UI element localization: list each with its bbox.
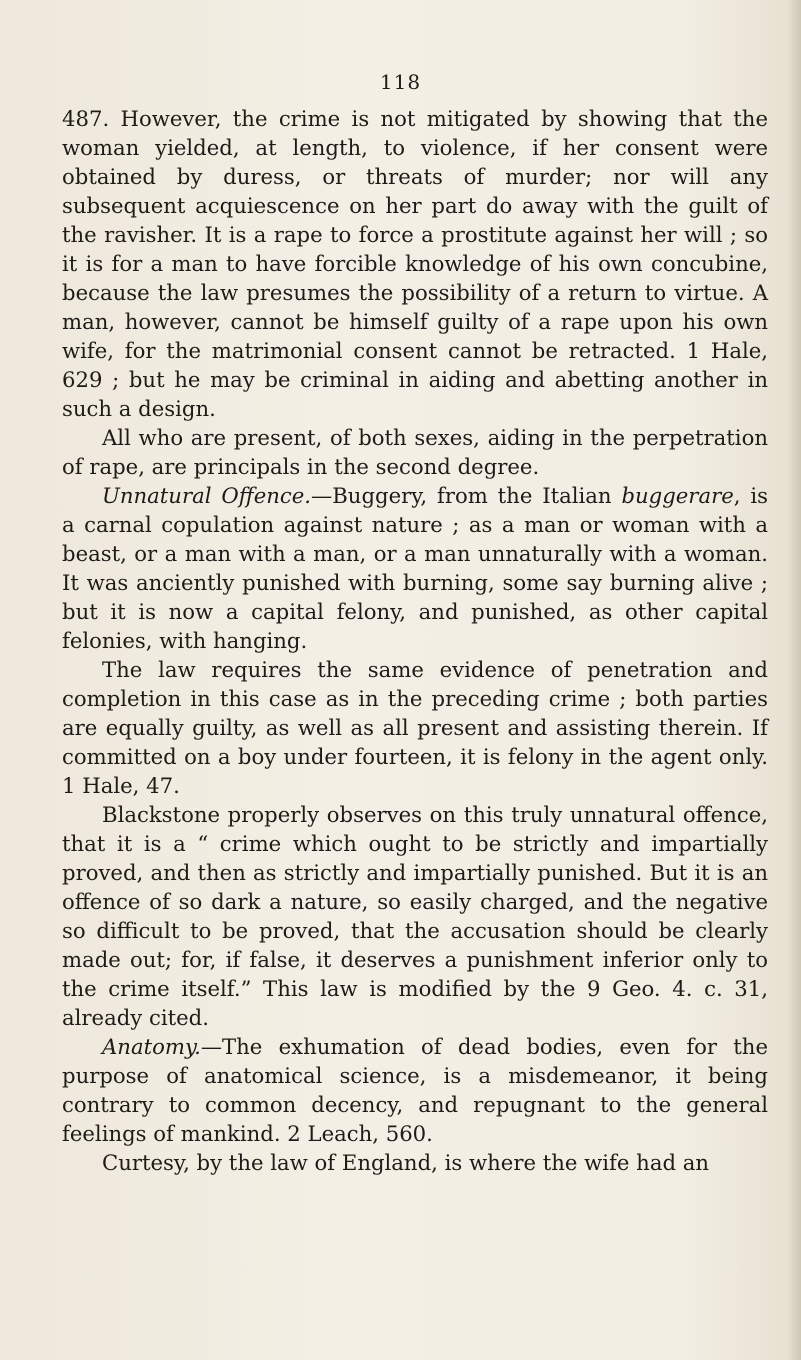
paragraph-text: Blackstone properly observes on this truly unnatural offence, that it is a “ crime which ought to be strictly and impartially proved, and then as strictly and impartially punished. But it is an offence of so dark a nature, so easily charged, and the negative so difficult to be proved, that the accusation should be clearly made out; for, if false, it deserves a punishment inferior only to the crime itself.” This law is modified by the 9 Geo. 4. c. 31, already cited. <box>62 802 768 1030</box>
paragraph-text: The law requires the same evidence of penetration and completion in this case as in the preceding crime ; both parties are equally guilty, as well as all present and assisting therein. If committed on a boy under fourteen, it is felony in the agent only. 1 Hale, 47. <box>62 657 768 798</box>
paragraph-curtesy <box>62 1148 768 1177</box>
paragraph-text: , is a carnal copulation against nature ; as a man or woman with a beast, or a man with a man, or a man unnaturally with a woman. It was anciently punished with burning, some say burning alive ; but it is now a capital felony, and punished, as other capital felonies, with hanging. <box>62 483 768 653</box>
paragraph-487 <box>62 104 768 423</box>
paragraph-principals <box>62 423 768 481</box>
paragraph-text: —Buggery, from the Italian <box>311 483 622 508</box>
page-edge-shadow <box>787 0 801 1360</box>
section-heading: Unnatural Offence. <box>102 483 312 508</box>
paragraph-text: —The exhumation of dead bodies, even for the purpose of anatomical science, is a misdemeanor, it being contrary to common decency, and repugnant to the general feelings of mankind. 2 Leach, 560. <box>62 1034 768 1146</box>
paragraph-anatomy <box>62 1032 768 1148</box>
paragraph-unnatural-offence <box>62 481 768 655</box>
paragraph-text: Curtesy, by the law of England, is where the wife had an <box>102 1150 710 1175</box>
page-number: 118 <box>379 70 422 94</box>
paragraph-blackstone <box>62 800 768 1032</box>
paragraph-text: 487. However, the crime is not mitigated by showing that the woman yielded, at length, to violence, if her consent were obtained by duress, or threats of murder; nor will any subsequent acquiescence on her part do away with the guilt of the ravisher. It is a rape to force a prostitute against her will ; so it is for a man to have forcible knowledge of his own concubine, because the law presumes the possibility of a return to virtue. A man, however, cannot be himself guilty of a rape upon his own wife, for the matrimonial consent cannot be retracted. 1 Hale, 629 ; but he may be criminal in aiding and abetting another in such a design. <box>62 106 768 421</box>
section-heading: Anatomy. <box>102 1034 201 1059</box>
body-text <box>62 104 768 1177</box>
italic-term: buggerare <box>621 483 734 508</box>
paragraph-evidence <box>62 655 768 800</box>
paragraph-text: All who are present, of both sexes, aiding in the perpetration of rape, are principals in the second degree. <box>62 425 768 479</box>
